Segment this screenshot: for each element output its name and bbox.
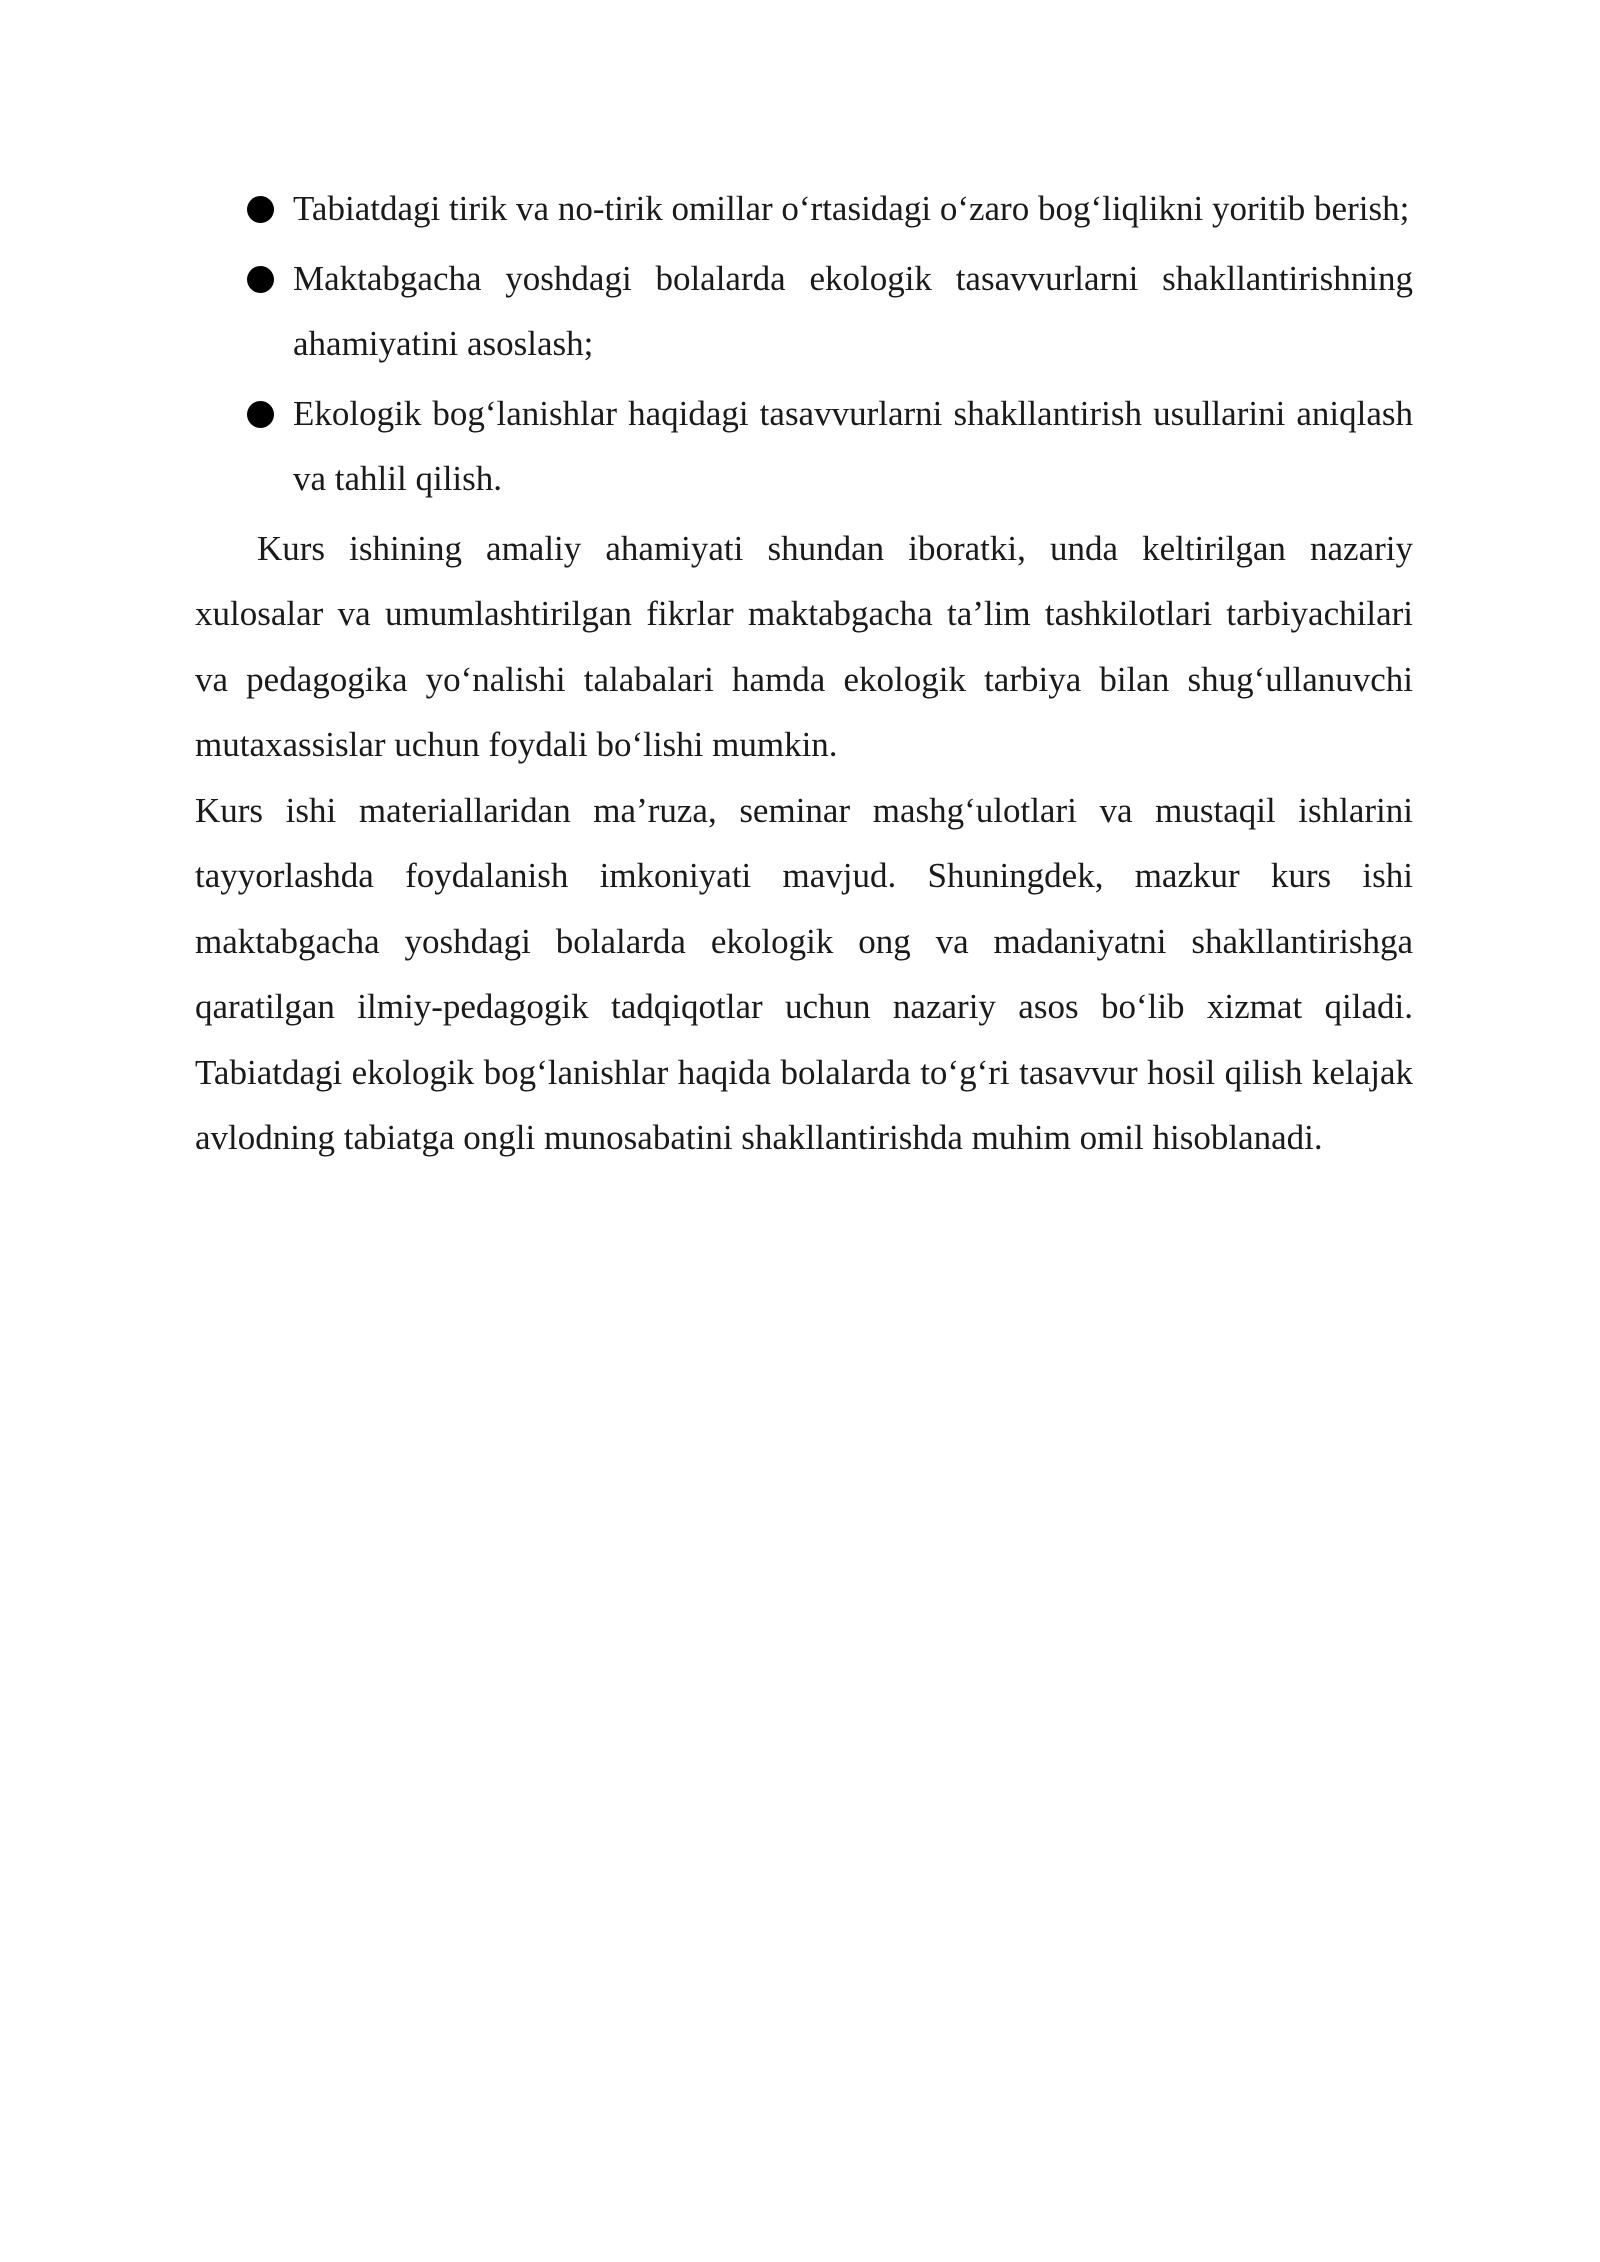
- page-body: [195, 176, 1413, 1171]
- bullet-dot-icon: [247, 266, 274, 293]
- list-item: [195, 381, 1413, 512]
- list-item: [195, 246, 1413, 377]
- paragraph-practical-significance: Kurs ishining amaliy ahamiyati shundan iboratki, unda keltirilgan nazariy xulosalar va umumlashtirilgan fikrlar maktabgacha ta’lim tashkilotlari tarbiyachilari va pedagogika yo‘nalishi talabalari hamda ekologik tarbiya bilan shug‘ullanuvchi mutaxassislar uchun foydali bo‘lishi mumkin.: [195, 528, 1413, 764]
- list-item-text: Maktabgacha yoshdagi bolalarda ekologik tasavvurlarni shakllantirishning ahamiyatini asoslash;: [293, 258, 1413, 363]
- objectives-list: [195, 176, 1413, 512]
- list-item: [195, 176, 1413, 242]
- list-item-text: Ekologik bog‘lanishlar haqidagi tasavvurlarni shakllantirish usullarini aniqlash va tahlil qilish.: [293, 393, 1413, 498]
- bullet-dot-icon: [247, 196, 274, 223]
- bullet-dot-icon: [247, 401, 274, 428]
- paragraph-materials-usage: Kurs ishi materiallaridan ma’ruza, seminar mashg‘ulotlari va mustaqil ishlarini tayyorlashda foydalanish imkoniyati mavjud. Shuningdek, mazkur kurs ishi maktabgacha yoshdagi bolalarda ekologik ong va madaniyatni shakllantirishga qaratilgan ilmiy-pedagogik tadqiqotlar uchun nazariy asos bo‘lib xizmat qiladi. Tabiatdagi ekologik bog‘lanishlar haqida bolalarda to‘g‘ri tasavvur hosil qilish kelajak avlodning tabiatga ongli munosabatini shakllantirishda muhim omil hisoblanadi.: [195, 790, 1413, 1157]
- list-item-text: Tabiatdagi tirik va no-tirik omillar o‘rtasidagi o‘zaro bog‘liqlikni yoritib berish;: [293, 189, 1410, 228]
